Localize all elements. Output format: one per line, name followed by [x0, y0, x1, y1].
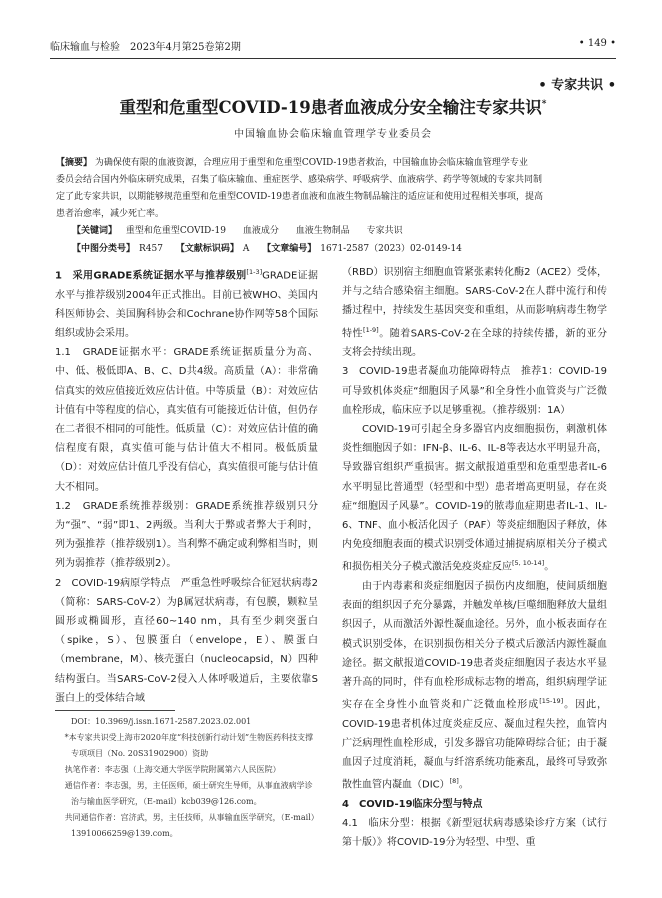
- abstract-label: 【摘要】: [56, 158, 93, 168]
- abstract: [56, 155, 607, 223]
- paragraph: 4.1 临床分型：根据《新型冠状病毒感染诊疗方案（试行第十版）》将COVID-19分为轻型、中型、重: [342, 818, 607, 849]
- left-column: [55, 263, 318, 708]
- paragraph: 3 COVID-19患者凝血功能障碍特点 推荐1：COVID-19可导致机体炎症“细胞因子风暴”和全身性小血管炎与广泛微血栓形成，临床应予以足够重视。（推荐级别：1A）: [342, 366, 607, 416]
- body-text: GRADE证据水平与推荐级别2004年正式推出。目前已被WHO、美国内科医师协会、美国胸科协会和Cochrane协作网等58个国际组织或协会采用。: [55, 270, 318, 339]
- clc-label: 【中图分类号】: [72, 244, 136, 254]
- body-text: 。因此，COVID-19患者机体过度炎症反应、凝血过程失控，血管内广泛病理性血栓形成，引发多器官功能障碍综合征；由于凝血因子过度消耗，凝血与纤溶系统功能紊乱，最终可导致弥散性血管内凝血（DIC）: [342, 699, 608, 791]
- citation: [8]: [449, 777, 459, 786]
- article-title: [50, 94, 616, 118]
- footnote-rule: [55, 710, 175, 711]
- keywords: [72, 223, 417, 236]
- citation: [1-9]: [363, 325, 379, 334]
- body-text: COVID-19可引起全身多器官内皮细胞损伤，刺激机体炎性细胞因子如：IFN-β、IL-6、IL-8等表达水平明显升高，导致器官组织严重损害。据文献报道重型和危重型患者IL-6水平明显比普通型（轻型和中型）患者增高更明显，存在炎症“细胞因子风暴”。COVID-19的脓毒血症期患者IL-1、IL-6、TNF、血小板活化因子（PAF）等炎症细胞因子释放，体内免疫细胞表面的模式识别受体通过捕捉病原相关分子模式和损伤相关分子模式激活免疫炎症反应: [342, 423, 607, 573]
- keyword: 重型和危重型COVID-19: [125, 226, 226, 236]
- citation: [5, 10-14]: [512, 559, 545, 568]
- classification-line: [72, 241, 472, 254]
- keyword: 血液生物制品: [295, 226, 350, 236]
- doc-code-value: A: [242, 244, 250, 254]
- footnote: 执笔作者：李志强（上海交通大学医学院附属第六人民医院）: [64, 765, 281, 774]
- abstract-line: 委员会结合国内外临床研究成果，召集了临床输血、重症医学、感染病学、呼吸病学、血液病学、药学等领域的专家共同制: [56, 175, 543, 185]
- section-heading: 4 COVID-19临床分型与特点: [342, 798, 483, 810]
- column-tag: • 专家共识 •: [538, 78, 616, 93]
- body-text: （RBD）识别宿主细胞血管紧张素转化酶2（ACE2）受体，并与之结合感染宿主细胞。SARS-CoV-2在人群中流行和传播过程中，持续发生基因突变和重组，从而影响病毒生物学特性: [342, 267, 607, 339]
- abstract-line: 定了此专家共识，以期能够规范重型和危重型COVID-19患者血液和血液生物制品输注的适应证和使用过程相关事项，提高: [56, 192, 544, 202]
- abstract-line: 为确保使有限的血液资源，合理应用于重型和危重型COVID-19患者救治，中国输血协会临床输血管理学专业: [94, 158, 528, 168]
- keywords-label: 【关键词】: [72, 226, 118, 236]
- clc-value: R457: [139, 244, 163, 254]
- doi-line: DOI：10.3969/j.issn.1671-2587.2023.02.001: [71, 717, 252, 726]
- body-text: 。: [458, 779, 469, 791]
- abstract-line: 患者治愈率，减少死亡率。: [56, 209, 165, 219]
- author-line: 中国输血协会临床输血管理学专业委员会: [234, 129, 432, 140]
- header-rule: [50, 58, 616, 59]
- article-number-value: 1671-2587（2023）02-0149-14: [320, 244, 462, 254]
- right-column: [342, 263, 607, 852]
- paragraph: 1.1 GRADE证据水平：GRADE系统证据质量分为高、中、低、极低即A、B、C、D共4级。高质量（A）：非常确信真实的效应值接近效应估计值。中等质量（B）：对效应估计值有中等程度的信心，真实值有可能接近估计值，但仍存在二者很不相同的可能性。低质量（C）：对效应估计值的确信程度有限，真实值可能与估计值大不相同。极低质量（D）：对效应估计值几乎没有信心，真实值很可能与估计值大不相同。: [55, 347, 318, 493]
- footnotes: [55, 714, 318, 842]
- section-heading: 1 采用GRADE系统证据水平与推荐级别: [55, 270, 247, 282]
- footnote: *本专家共识受上海市2020年度“科技创新行动计划”生物医药科技支撑专项项目（No. 20S31902900）资助: [64, 733, 314, 758]
- running-header: [50, 38, 616, 52]
- paragraph: 2 COVID-19病原学特点 严重急性呼吸综合征冠状病毒2（简称：SARS-CoV-2）为β属冠状病毒，有包膜，颗粒呈圆形或椭圆形，直径60~140 nm，具有至少刺突蛋白（spike，S）、包膜蛋白（envelope，E）、膜蛋白（membrane，M）、核壳蛋白（nucleocapsid，N）四种结构蛋白。当SARS-CoV-2侵入人体呼吸道后，主要依靠S蛋白上的受体结合域: [55, 577, 318, 704]
- title-footnote-mark: *: [541, 99, 547, 110]
- keyword: 专家共识: [366, 226, 403, 236]
- title-text: 重型和危重型COVID-19患者血液成分安全输注专家共识: [119, 98, 542, 117]
- body-text: 由于内毒素和炎症细胞因子损伤内皮细胞，使间质细胞表面的组织因子充分暴露，并触发单核/巨噬细胞释放大量组织因子，从而激活外源性凝血途径。另外，血小板表面存在模式识别受体，在识别损伤相关分子模式后激活内源性凝血途径。据文献报道COVID-19患者炎症细胞因子表达水平显著升高的同时，伴有血栓形成标志物的增高，组织病理学证实存在全身性小血管炎和广泛微血栓形成: [342, 580, 607, 711]
- citation: [15-19]: [539, 697, 564, 706]
- citation: [1-3]: [246, 268, 263, 276]
- body-text: 。随着SARS-CoV-2在全球的持续传播，新的亚分支将会持续出现。: [342, 327, 608, 359]
- article-number-label: 【文章编号】: [262, 244, 317, 254]
- footnote: 通信作者：李志强，男，主任医师，硕士研究生导师，从事血液病学诊治与输血医学研究，（E-mail）kcb039@126.com。: [64, 781, 313, 806]
- journal-info: 临床输血与检验 2023年4月第25卷第2期: [50, 42, 241, 53]
- page-number: • 149 •: [578, 38, 616, 49]
- body-text: 。: [544, 561, 555, 573]
- doc-code-label: 【文献标识码】: [175, 244, 239, 254]
- footnote: 共同通信作者：宫济武，男，主任技师，从事输血医学研究，（E-mail）13910066259@139.com。: [64, 813, 315, 838]
- paragraph: 1.2 GRADE系统推荐级别：GRADE系统推荐级别只分为“强”、“弱”即1、2两级。当利大于弊或者弊大于利时，列为强推荐（推荐级别1）。当利弊不确定或利弊相当时，则列为弱推荐（推荐级别2）。: [55, 500, 318, 570]
- keyword: 血液成分: [242, 226, 279, 236]
